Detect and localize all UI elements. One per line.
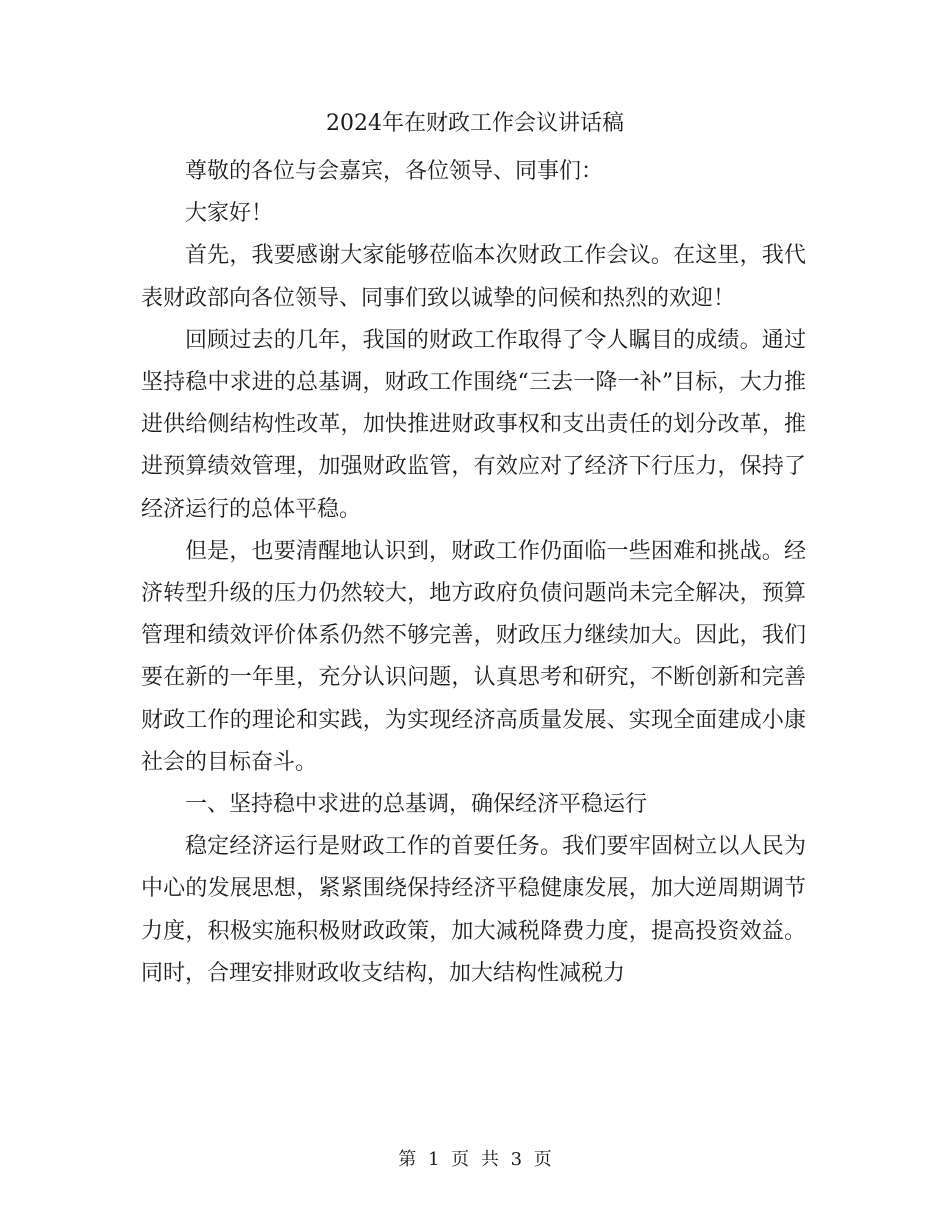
paragraph-challenges: 但是，也要清醒地认识到，财政工作仍面临一些困难和挑战。经济转型升级的压力仍然较大，地方政府负债问题尚未完全解决，预算管理和绩效评价体系仍然不够完善，财政压力继续加大。因此，我们要在新的一年里，充分认识问题，认真思考和研究，不断创新和完善财政工作的理论和实践，为实现经济高质量发展、实现全面建成小康社会的目标奋斗。 (141, 538, 806, 775)
section-heading-1: 一、坚持稳中求进的总基调，确保经济平稳运行 (185, 792, 648, 818)
document-title: 2024年在财政工作会议讲话稿 (326, 111, 624, 136)
paragraph-welcome: 首先，我要感谢大家能够莅临本次财政工作会议。在这里，我代表财政部向各位领导、同事们致以诚挚的问候和热烈的欢迎！ (141, 243, 806, 311)
paragraph-review: 回顾过去的几年，我国的财政工作取得了令人瞩目的成绩。通过坚持稳中求进的总基调，财政工作围绕“三去一降一补”目标，大力推进供给侧结构性改革，加快推进财政事权和支出责任的划分改革，推进预算绩效管理，加强财政监管，有效应对了经济下行压力，保持了经济运行的总体平稳。 (141, 327, 806, 522)
page-number-footer: 第 1 页 共 3 页 (398, 1149, 552, 1170)
paragraph-stability: 稳定经济运行是财政工作的首要任务。我们要牢固树立以人民为中心的发展思想，紧紧围绕保持经济平稳健康发展，加大逆周期调节力度，积极实施积极财政政策，加大减税降费力度，提高投资效益。同时，合理安排财政收支结构，加大结构性减税力 (141, 834, 806, 986)
paragraph-salutation: 尊敬的各位与会嘉宾，各位领导、同事们： (185, 159, 604, 184)
paragraph-greeting: 大家好！ (185, 201, 274, 227)
document-body (141, 151, 806, 995)
